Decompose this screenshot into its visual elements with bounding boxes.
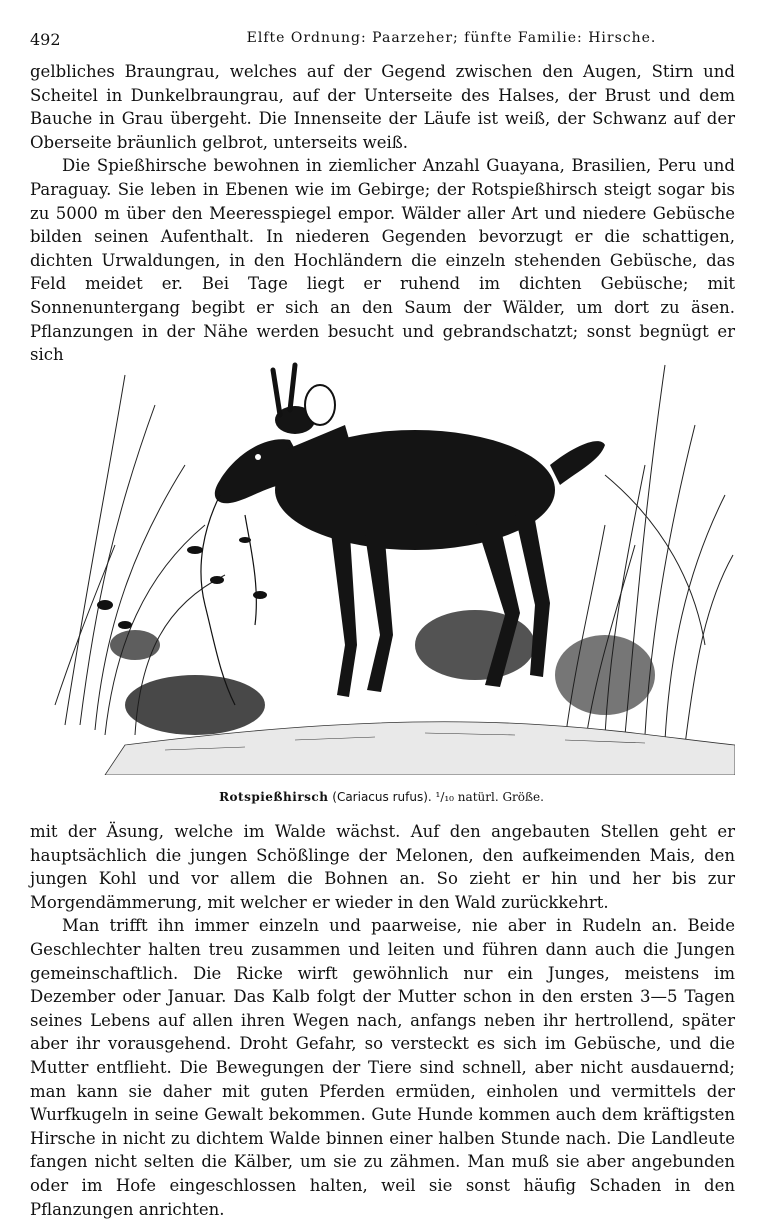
text-block-bottom	[30, 820, 735, 1221]
deer-illustration	[45, 345, 735, 775]
figure-caption	[0, 790, 763, 804]
page-header	[30, 30, 733, 52]
paragraph-habitat: Die Spießhirsche bewohnen in ziemlicher Anzahl Guayana, Brasilien, Peru und Paraguay. Sie leben in Ebenen wie im Gebirge; der Rotspießhirsch steigt sogar bis zu 5000 m über den Meeresspiegel empor. Wälder aller Art und niedere Gebüsche bilden seinen Aufenthalt. In niederen Gegenden bevorzugt er die schattigen, dichten Urwaldungen, in den Hochländern die einzeln stehenden Gebüsche, das Feld meidet er. Bei Tage liegt er ruhend im dichten Gebüsche; mit Sonnenuntergang begibt er sich an den Saum der Wälder, um dort zu äsen. Pflanzungen in der Nähe werden besucht und gebrandschatzt; sonst begnügt er sich	[30, 156, 735, 365]
deer-engraving	[45, 345, 735, 775]
caption-scale: ¹/₁₀ natürl. Größe.	[435, 790, 544, 804]
caption-latin-name: (Cariacus rufus).	[332, 790, 432, 804]
text-block-top	[30, 60, 735, 367]
paragraph-feeding: mit der Äsung, welche im Walde wächst. Auf den angebauten Stellen geht er hauptsächlich die jungen Schößlinge der Melonen, den aufkeimenden Mais, den jungen Kohl und vor allem die Bohnen an. So zieht er hin und her bis zur Morgendämmerung, mit welcher er wieder in den Wald zurückkehrt.	[30, 822, 735, 912]
page-number: 492	[30, 30, 61, 49]
paragraph-behavior: Man trifft ihn immer einzeln und paarweise, nie aber in Rudeln an. Beide Geschlechter halten treu zusammen und leiten und führen dann auch die Jungen gemeinschaftlich. Die Ricke wirft gewöhnlich nur ein Junges, meistens im Dezember oder Januar. Das Kalb folgt der Mutter schon in den ersten 3—5 Tagen seines Lebens auf allen ihren Wegen nach, anfangs neben ihr hertrollend, später aber ihr vorausgehend. Droht Gefahr, so versteckt es sich im Gebüsche, und die Mutter entflieht. Die Bewegungen der Tiere sind schnell, aber nicht ausdauernd; man kann sie daher mit guten Pferden ermüden, einholen und vermittels der Wurfkugeln in seine Gewalt bekommen. Gute Hunde kommen auch dem kräftigsten Hirsche in nicht zu dichtem Walde binnen einer halben Stunde nach. Die Landleute fangen nicht selten die Kälber, um sie zu zähmen. Man muß sie aber angebunden oder im Hofe eingeschlossen halten, weil sie sonst häufig Schaden in den Pflanzungen anrichten.	[30, 916, 735, 1219]
running-head: Elfte Ordnung: Paarzeher; fünfte Familie: Hirsche.	[246, 30, 657, 46]
caption-title: Rotspießhirsch	[219, 790, 329, 804]
paragraph-continuation: gelbliches Braungrau, welches auf der Gegend zwischen den Augen, Stirn und Scheitel in Dunkelbraungrau, auf der Unterseite des Halses, der Brust und dem Bauche in Grau übergeht. Die Innenseite der Läufe ist weiß, der Schwanz auf der Oberseite bräunlich gelbrot, unterseits weiß.	[30, 62, 735, 152]
